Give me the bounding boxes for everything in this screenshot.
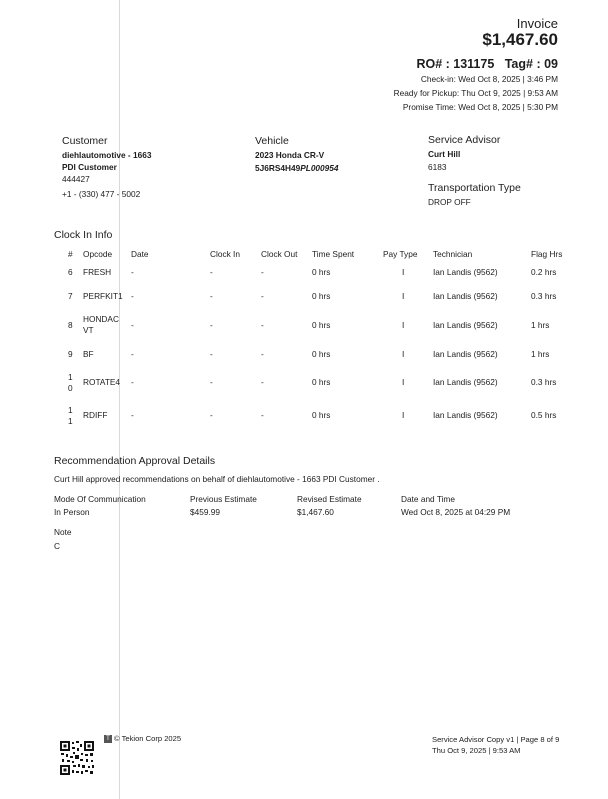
row-10-clock-out: - [261, 377, 264, 387]
row-9-pay-type: I [402, 349, 405, 359]
clock-in-title: Clock In Info [54, 229, 113, 241]
qr-code-icon [59, 740, 95, 776]
ready-time: Ready for Pickup: Thu Oct 9, 2025 | 9:53 AM [393, 88, 558, 98]
row-7-clock-in: - [210, 291, 213, 301]
row-9-clock-out: - [261, 349, 264, 359]
row-11-num-line1: 1 [68, 405, 73, 415]
row-6-clock-in: - [210, 267, 213, 277]
tekion-logo-icon: T [104, 735, 112, 743]
row-7-opcode: PERFKIT1 [83, 291, 123, 301]
row-8-date: - [131, 320, 134, 330]
prev-estimate-value: $459.99 [190, 507, 220, 517]
vehicle-model: 2023 Honda CR-V [255, 150, 325, 160]
row-11-opcode: RDIFF [83, 410, 108, 420]
invoice-title: Invoice [516, 16, 558, 31]
mode-label: Mode Of Communication [54, 494, 146, 504]
note-label: Note [54, 527, 72, 537]
row-8-opcode [83, 314, 119, 336]
datetime-value: Wed Oct 8, 2025 at 04:29 PM [401, 507, 511, 517]
row-10-technician: Ian Landis (9562) [433, 377, 498, 387]
row-9-flag-hrs: 1 hrs [531, 349, 550, 359]
customer-block [62, 135, 151, 200]
row-6-technician: Ian Landis (9562) [433, 267, 498, 277]
row-7-technician: Ian Landis (9562) [433, 291, 498, 301]
row-10-pay-type: I [402, 377, 405, 387]
datetime-label: Date and Time [401, 494, 455, 504]
row-6-num: 6 [68, 267, 73, 277]
ro-number: 131175 [453, 57, 495, 71]
col-pay-type: Pay Type [383, 249, 418, 259]
vehicle-block [255, 135, 339, 174]
footer-copyright [104, 734, 181, 743]
row-11-clock-out: - [261, 410, 264, 420]
transport-value: DROP OFF [428, 197, 471, 207]
row-11-date: - [131, 410, 134, 420]
revised-estimate-value: $1,467.60 [297, 507, 334, 517]
col-date: Date [131, 249, 149, 259]
row-11-pay-type: I [402, 410, 405, 420]
row-6-clock-out: - [261, 267, 264, 277]
row-6-date: - [131, 267, 134, 277]
customer-phone: +1 - (330) 477 - 5002 [62, 188, 141, 199]
row-11-time-spent: 0 hrs [312, 410, 331, 420]
row-10-clock-in: - [210, 377, 213, 387]
advisor-block [428, 134, 500, 173]
promise-time: Promise Time: Wed Oct 8, 2025 | 5:30 PM [402, 102, 558, 112]
row-7-flag-hrs: 0.3 hrs [531, 291, 557, 301]
col-opcode: Opcode [83, 249, 113, 259]
row-8-opcode-line1: HONDAC [83, 314, 119, 324]
transport-block [428, 182, 521, 209]
tag-number: 09 [544, 57, 558, 71]
row-8-clock-in: - [210, 320, 213, 330]
row-9-opcode: BF [83, 349, 94, 359]
customer-type: PDI Customer [62, 161, 117, 172]
row-8-technician: Ian Landis (9562) [433, 320, 498, 330]
col-technician: Technician [433, 249, 473, 259]
ro-label: RO# : [416, 57, 450, 71]
row-7-clock-out: - [261, 291, 264, 301]
row-10-time-spent: 0 hrs [312, 377, 331, 387]
row-8-clock-out: - [261, 320, 264, 330]
recommendation-title: Recommendation Approval Details [54, 455, 216, 467]
advisor-heading: Service Advisor [428, 134, 501, 146]
row-6-pay-type: I [402, 267, 405, 277]
col-clock-in: Clock In [210, 249, 240, 259]
row-10-date: - [131, 377, 134, 387]
vehicle-vin [255, 163, 339, 175]
transport-heading: Transportation Type [428, 182, 521, 194]
scan-fold-line [119, 0, 120, 799]
customer-heading: Customer [62, 135, 108, 147]
row-11-num [68, 405, 73, 427]
row-10-num-line2: 0 [68, 383, 73, 393]
row-7-date: - [131, 291, 134, 301]
checkin-time: Check-in: Wed Oct 8, 2025 | 3:46 PM [420, 74, 558, 84]
customer-id: 444427 [62, 174, 90, 184]
row-8-pay-type: I [402, 320, 405, 330]
revised-estimate-label: Revised Estimate [297, 494, 362, 504]
note-value: C [54, 541, 60, 551]
recommendation-statement: Curt Hill approved recommendations on behalf of diehlautomotive - 1663 PDI Customer . [54, 474, 380, 484]
tag-label: Tag# : [504, 57, 541, 71]
advisor-id: 6183 [428, 161, 447, 172]
row-11-clock-in: - [210, 410, 213, 420]
prev-estimate-label: Previous Estimate [190, 494, 257, 504]
row-7-time-spent: 0 hrs [312, 291, 331, 301]
footer-company: © Tekion Corp 2025 [114, 734, 182, 743]
row-8-flag-hrs: 1 hrs [531, 320, 550, 330]
row-6-time-spent: 0 hrs [312, 267, 331, 277]
footer-copy-info: Service Advisor Copy v1 | Page 8 of 9 [432, 735, 560, 744]
customer-name: diehlautomotive - 1663 [62, 150, 152, 160]
mode-value: In Person [54, 507, 90, 517]
footer-printed: Thu Oct 9, 2025 | 9:53 AM [432, 746, 521, 755]
row-9-date: - [131, 349, 134, 359]
row-10-num-line1: 1 [68, 372, 73, 382]
row-8-opcode-line2: VT [83, 325, 94, 335]
row-10-num [68, 372, 73, 394]
row-10-opcode: ROTATE4 [83, 377, 121, 387]
vehicle-heading: Vehicle [255, 135, 289, 147]
row-9-num: 9 [68, 349, 73, 359]
vin-prefix: 5J6RS4H49 [255, 162, 301, 173]
col-clock-out: Clock Out [261, 249, 298, 259]
col-time-spent: Time Spent [312, 249, 355, 259]
row-11-flag-hrs: 0.5 hrs [531, 410, 557, 420]
invoice-total: $1,467.60 [482, 30, 558, 49]
row-10-flag-hrs: 0.3 hrs [531, 377, 557, 387]
vin-suffix: PL000954 [300, 162, 339, 173]
row-9-technician: Ian Landis (9562) [433, 349, 498, 359]
advisor-name: Curt Hill [428, 149, 461, 159]
row-11-num-line2: 1 [68, 416, 73, 426]
row-6-flag-hrs: 0.2 hrs [531, 267, 557, 277]
row-8-num: 8 [68, 320, 73, 330]
row-7-num: 7 [68, 291, 73, 301]
ro-tag-line [416, 57, 558, 71]
row-9-clock-in: - [210, 349, 213, 359]
row-11-technician: Ian Landis (9562) [433, 410, 498, 420]
col-flag-hrs: Flag Hrs [531, 249, 563, 259]
row-6-opcode: FRESH [83, 267, 112, 277]
col-num: # [68, 249, 73, 259]
row-8-time-spent: 0 hrs [312, 320, 331, 330]
row-7-pay-type: I [402, 291, 405, 301]
row-9-time-spent: 0 hrs [312, 349, 331, 359]
